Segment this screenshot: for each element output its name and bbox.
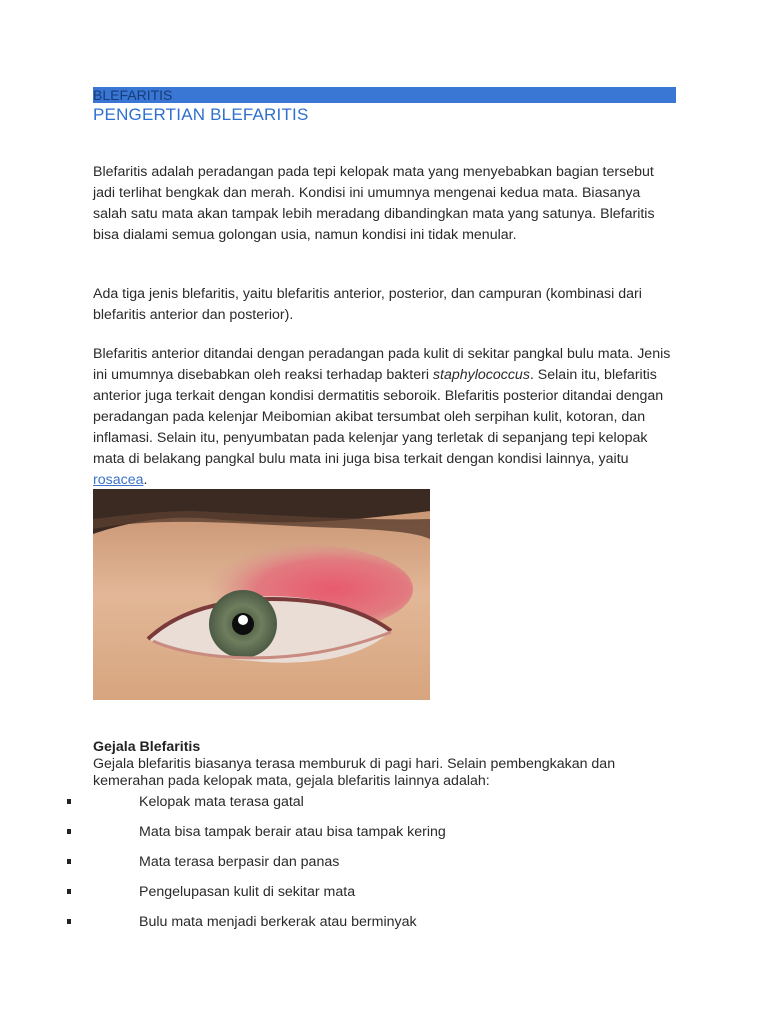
list-item	[67, 852, 667, 882]
p3-text-end: .	[143, 472, 148, 488]
list-item	[67, 822, 667, 852]
symptoms-heading: Gejala Blefaritis	[93, 739, 201, 755]
banner-label: BLEFARITIS	[93, 87, 173, 103]
p3-italic-term: staphylococcus	[432, 367, 530, 383]
list-item-text: Bulu mata menjadi berkerak atau berminyak	[139, 914, 417, 930]
blepharitis-eye-photo	[93, 489, 430, 700]
symptoms-intro: Gejala blefaritis biasanya terasa memburuk di pagi hari. Selain pembengkakan dan kemerahan pada kelopak mata, gejala blefaritis lainnya adalah:	[93, 756, 616, 789]
list-item-text: Pengelupasan kulit di sekitar mata	[139, 884, 356, 900]
paragraph-types: Ada tiga jenis blefaritis, yaitu blefaritis anterior, posterior, dan campuran (kombinasi dari blefaritis anterior dan posterior).	[93, 286, 642, 323]
section-banner	[93, 87, 676, 103]
symptoms-list	[67, 792, 667, 942]
list-item	[67, 912, 667, 942]
page-title: PENGERTIAN BLEFARITIS	[93, 105, 309, 124]
bullet-icon	[67, 829, 71, 834]
list-item-text: Kelopak mata terasa gatal	[139, 794, 304, 810]
p3-text-b: . Selain itu, blefaritis anterior juga terkait dengan kondisi dermatitis seboroik. Blefaritis posterior ditandai dengan peradangan pada kelenjar Meibomian akibat tersumbat oleh serpihan kulit, kotoran, dan inflamasi. Selain itu, penyumbatan pada kelenjar yang terletak di sepanjang tepi kelopak mata di belakang pangkal bulu mata ini juga bisa terkait dengan kondisi lainnya, yaitu	[93, 367, 664, 467]
bullet-icon	[67, 889, 71, 894]
list-item	[67, 792, 667, 822]
paragraph-anterior-posterior	[93, 344, 676, 491]
paragraph-definition: Blefaritis adalah peradangan pada tepi kelopak mata yang menyebabkan bagian tersebut jadi terlihat bengkak dan merah. Kondisi ini umumnya mengenai kedua mata. Biasanya salah satu mata akan tampak lebih meradang dibandingkan mata yang satunya. Blefaritis bisa dialami semua golongan usia, namun kondisi ini tidak menular.	[93, 164, 655, 243]
list-item	[67, 882, 667, 912]
list-item-text: Mata terasa berpasir dan panas	[139, 854, 340, 870]
bullet-icon	[67, 799, 71, 804]
rosacea-link[interactable]: rosacea	[93, 472, 144, 488]
list-item-text: Mata bisa tampak berair atau bisa tampak kering	[139, 824, 446, 840]
p3-text-a: Blefaritis anterior ditandai dengan peradangan pada kulit di sekitar pangkal bulu mata. Jenis ini umumnya disebabkan oleh reaksi terhadap bakteri	[93, 346, 671, 383]
bullet-icon	[67, 919, 71, 924]
bullet-icon	[67, 859, 71, 864]
